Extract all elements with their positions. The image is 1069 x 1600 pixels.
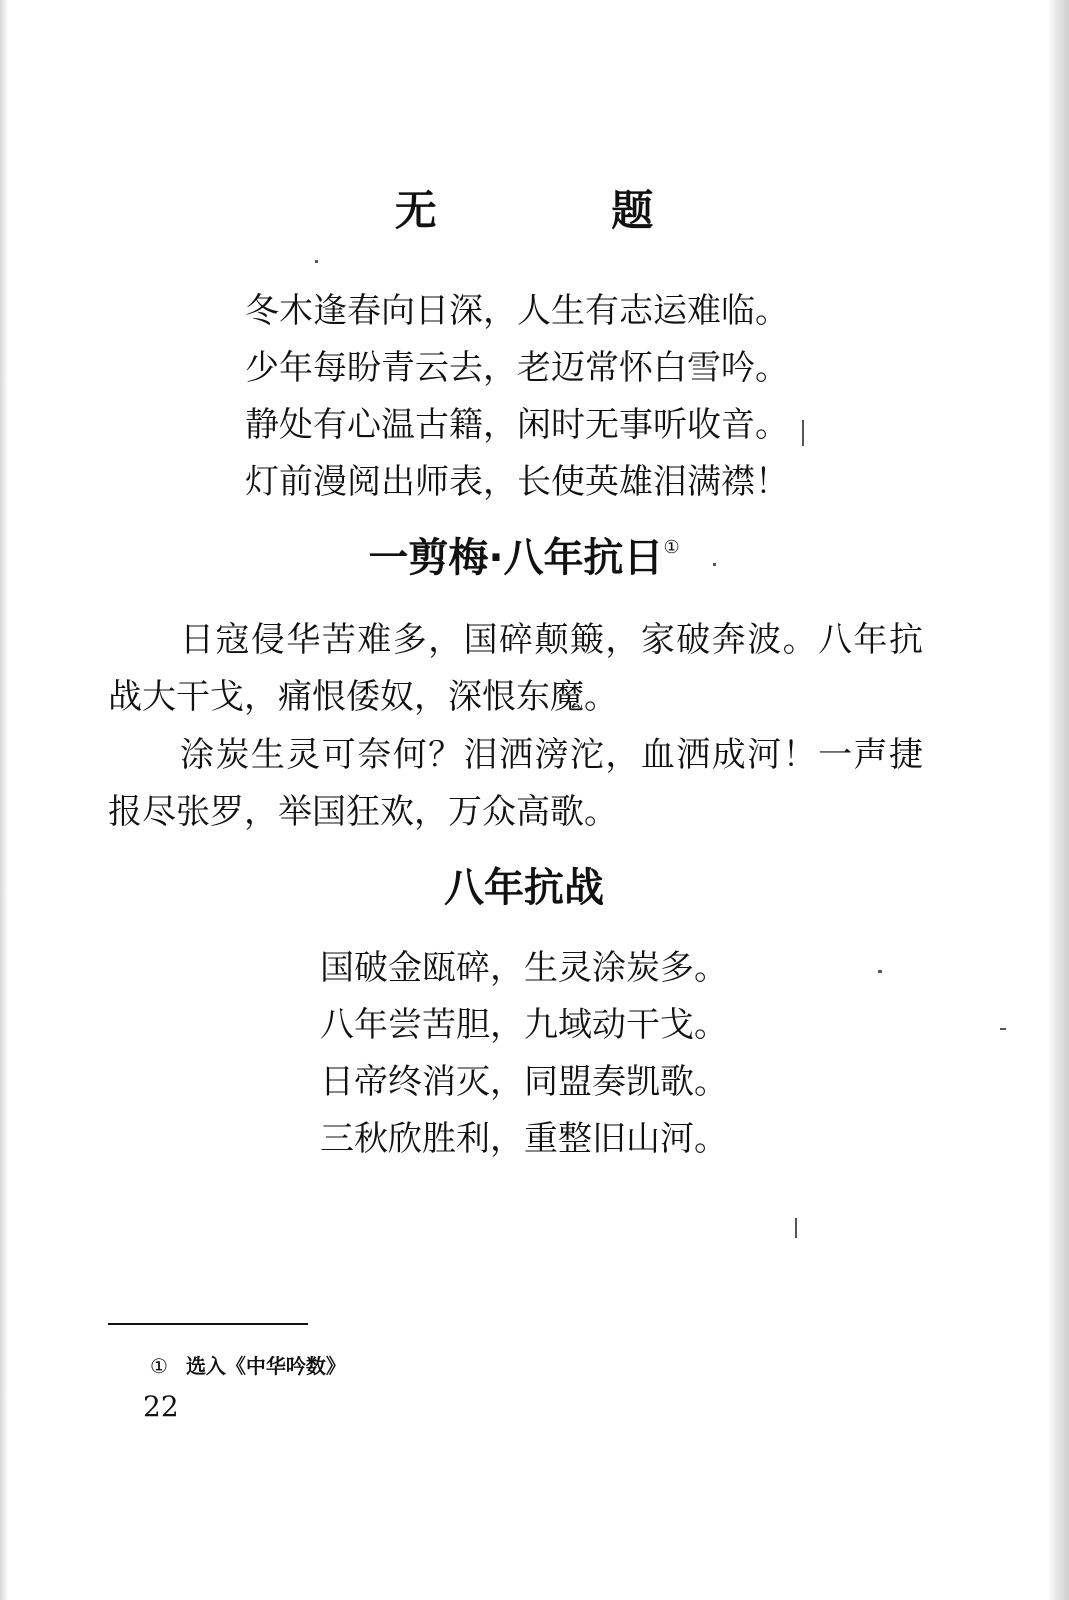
- footnote: [150, 1350, 346, 1379]
- poem-title-yijianmei: [0, 535, 1048, 581]
- scan-speck: [315, 260, 318, 263]
- poem-wuti: [245, 283, 789, 511]
- poem-line: 国破金瓯碎，生灵涂炭多。: [320, 948, 728, 988]
- page-right-shadow: [1047, 0, 1069, 1600]
- poem-title-wuti: 无 题: [394, 186, 734, 235]
- footnote-reference: ①: [663, 537, 680, 558]
- poem-line: 三秋欣胜利，重整旧山河。: [320, 1119, 728, 1159]
- footnote-text: 选入《中华吟数》: [185, 1354, 346, 1378]
- ci-paragraph-1: 日寇侵华苦难多，国碎颠簸，家破奔波。八年抗战大干戈，痛恨倭奴，深恨东魔。: [108, 620, 923, 717]
- scan-speck: [802, 420, 804, 446]
- footnote-divider: [108, 1323, 308, 1325]
- ci-paragraph-2: 涂炭生灵可奈何？泪洒滂沱，血洒成河！一声捷报尽张罗，举国狂欢，万众高歌。: [108, 735, 923, 832]
- scan-speck: [795, 1218, 797, 1238]
- poem-line: 少年每盼青云去，老迈常怀白雪吟。: [245, 348, 789, 388]
- scan-speck: [713, 563, 716, 566]
- poem-bankangzhan: [320, 940, 728, 1168]
- page-number: 22: [143, 1390, 179, 1423]
- footnote-mark: ①: [150, 1354, 168, 1378]
- scan-speck: [1000, 1028, 1006, 1030]
- page-left-shadow: [0, 0, 8, 1600]
- poem-line: 冬木逢春向日深，人生有志运难临。: [245, 291, 789, 331]
- poem-line: 静处有心温古籍，闲时无事听收音。: [245, 405, 789, 445]
- poem-title-text: 一剪梅·八年抗日: [368, 535, 664, 581]
- poem-line: 八年尝苦胆，九域动干戈。: [320, 1005, 728, 1045]
- poem-title-bankangzhan: 八年抗战: [444, 865, 604, 911]
- poem-line: 日帝终消灭，同盟奏凯歌。: [320, 1062, 728, 1102]
- scan-speck: [878, 970, 882, 973]
- poem-line: 灯前漫阅出师表，长使英雄泪满襟！: [245, 462, 789, 502]
